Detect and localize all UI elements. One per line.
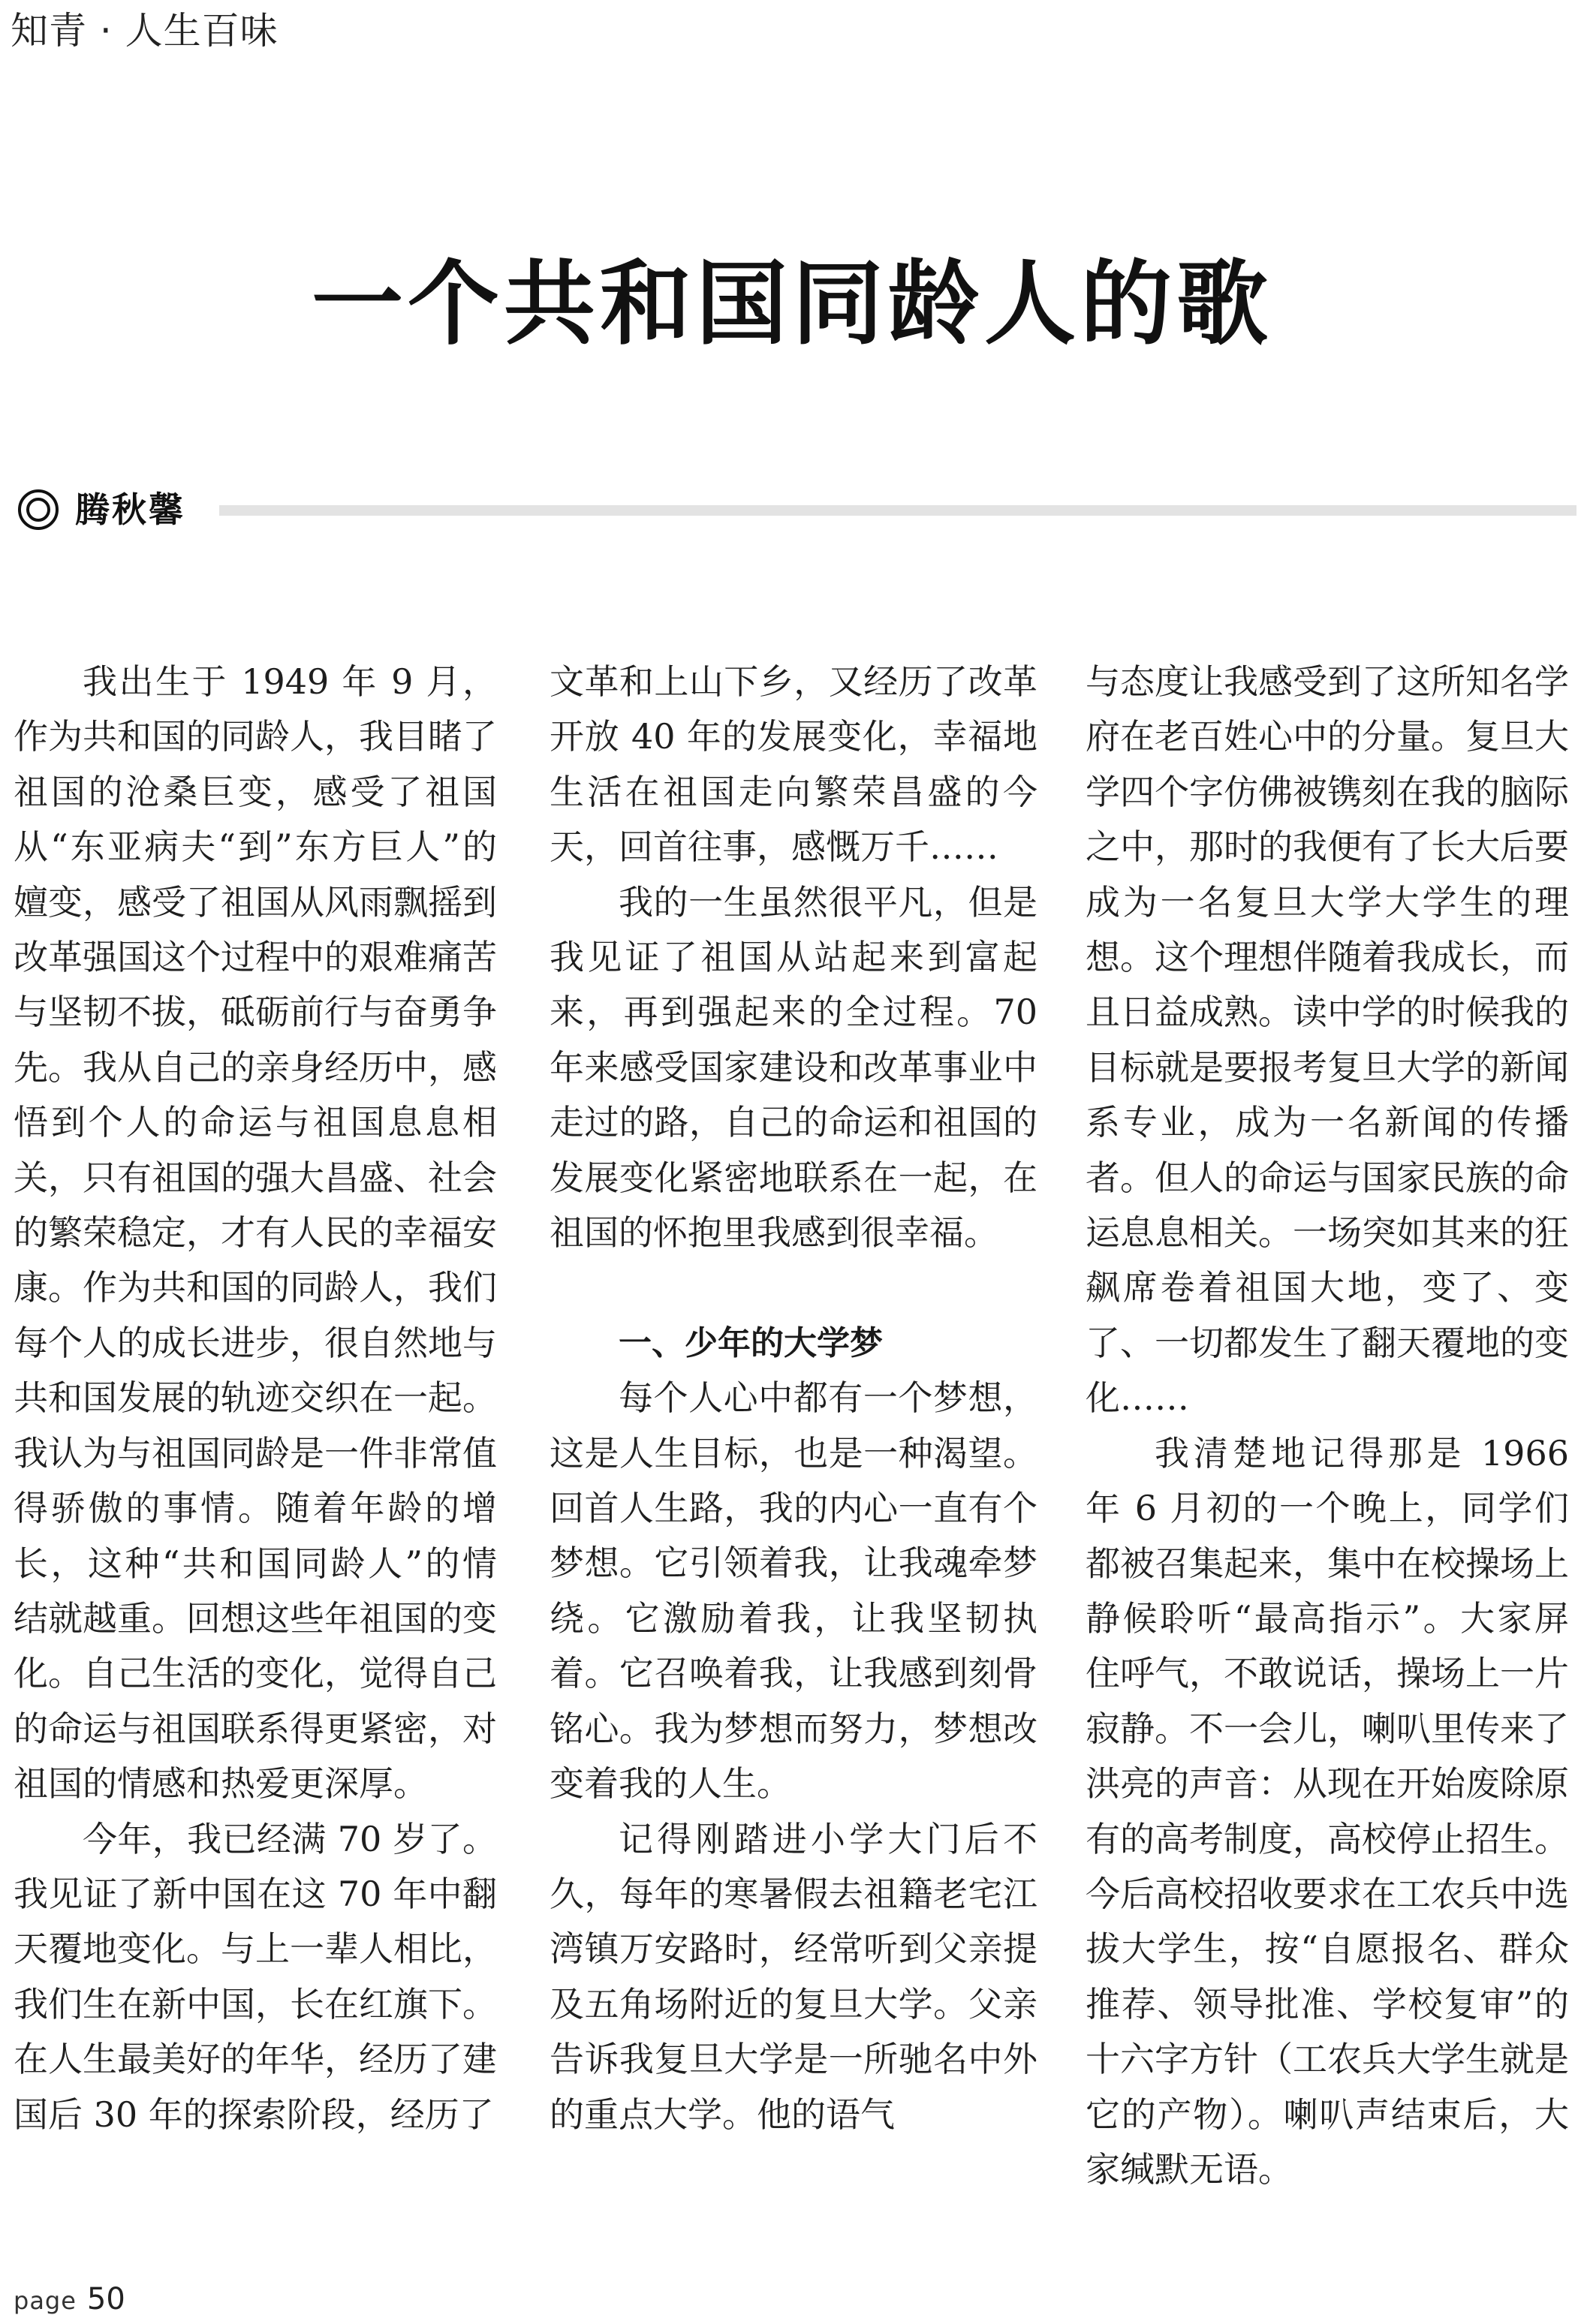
- article-title: 一个共和国同龄人的歌: [312, 251, 1272, 357]
- paragraph: 文革和上山下乡，又经历了改革开放 40 年的发展变化，幸福地生活在祖国走向繁荣昌盛的今天，回首往事，感慨万千……: [550, 661, 1037, 868]
- paragraph: 每个人心中都有一个梦想，这是人生目标，也是一种渴望。回首人生路，我的内心一直有个梦想。它引领着我，让我魂牵梦绕。它激励着我，让我坚韧执着。它召唤着我，让我感到刻骨铭心。我为梦想而努力，梦想改变着我的人生。: [550, 1377, 1037, 1805]
- paragraph: 今年，我已经满 70 岁了。我见证了新中国在这 70 年中翻天覆地变化。与上一辈人相比，我们生在新中国，长在红旗下。在人生最美好的年华，经历了建国后 30 年的探索阶段，经历了: [14, 1818, 497, 2135]
- paragraph: 我出生于 1949 年 9 月，作为共和国的同龄人，我目睹了祖国的沧桑巨变，感受了祖国从“东亚病夫“到”东方巨人”的嬗变，感受了祖国从风雨飘摇到改革强国这个过程中的艰难痛苦与坚韧不拔，砥砺前行与奋勇争先。我从自己的亲身经历中，感悟到个人的命运与祖国息息相关，只有祖国的强大昌盛、社会的繁荣稳定，才有人民的幸福安康。作为共和国的同龄人，我们每个人的成长进步，很自然地与共和国发展的轨迹交织在一起。我认为与祖国同龄是一件非常值得骄傲的事情。随着年龄的增长，这种“共和国同龄人”的情结就越重。回想这些年祖国的变化。自己生活的变化，觉得自己的命运与祖国联系得更紧密，对祖国的情感和热爱更深厚。: [14, 661, 497, 1805]
- paragraph: 与态度让我感受到了这所知名学府在老百姓心中的分量。复旦大学四个字仿佛被镌刻在我的脑际之中，那时的我便有了长大后要成为一名复旦大学大学生的理想。这个理想伴随着我成长，而且日益成熟。读中学的时候我的目标就是要报考复旦大学的新闻系专业，成为一名新闻的传播者。但人的命运与国家民族的命运息息相关。一场突如其来的狂飙席卷着祖国大地，变了、变了、一切都发生了翻天覆地的变化……: [1086, 661, 1569, 1419]
- paragraph: 我清楚地记得那是 1966 年 6 月初的一个晚上，同学们都被召集起来，集中在校操场上静候聆听“最高指示”。大家屏住呼气，不敢说话，操场上一片寂静。不一会儿，喇叭里传来了洪亮的声音：从现在开始废除原有的高考制度，高校停止招生。今后高校招收要求在工农兵中选拔大学生，按“自愿报名、群众推荐、领导批准、学校复审”的十六字方针（工农兵大学生就是它的产物）。喇叭声结束后，大家缄默无语。: [1086, 1432, 1569, 2190]
- section-heading: 一、少年的大学梦: [619, 1323, 883, 1362]
- section-spacer: [550, 1260, 1037, 1315]
- paragraph: 我的一生虽然很平凡，但是我见证了祖国从站起来到富起来，再到强起来的全过程。70 年来感受国家建设和改革事业中走过的路，自己的命运和祖国的发展变化紧密地联系在一起，在祖国的怀抱里我感到很幸福。: [550, 881, 1037, 1254]
- double-circle-icon: [17, 488, 60, 531]
- author-name: 腾秋馨: [75, 489, 185, 530]
- author-byline: [17, 480, 1570, 540]
- page-number: 50: [86, 2282, 125, 2316]
- text-column-1: [14, 655, 497, 2142]
- page-footer: [14, 2282, 125, 2316]
- text-column-3: [1086, 655, 1569, 2197]
- paragraph: 记得刚踏进小学大门后不久，每年的寒暑假去祖籍老宅江湾镇万安路时，经常听到父亲提及五角场附近的复旦大学。父亲告诉我复旦大学是一所驰名中外的重点大学。他的语气: [550, 1818, 1037, 2135]
- page-word: page: [14, 2286, 77, 2315]
- text-column-2: [550, 655, 1037, 2142]
- byline-divider: [219, 505, 1576, 516]
- section-label: 知青 · 人生百味: [11, 9, 279, 53]
